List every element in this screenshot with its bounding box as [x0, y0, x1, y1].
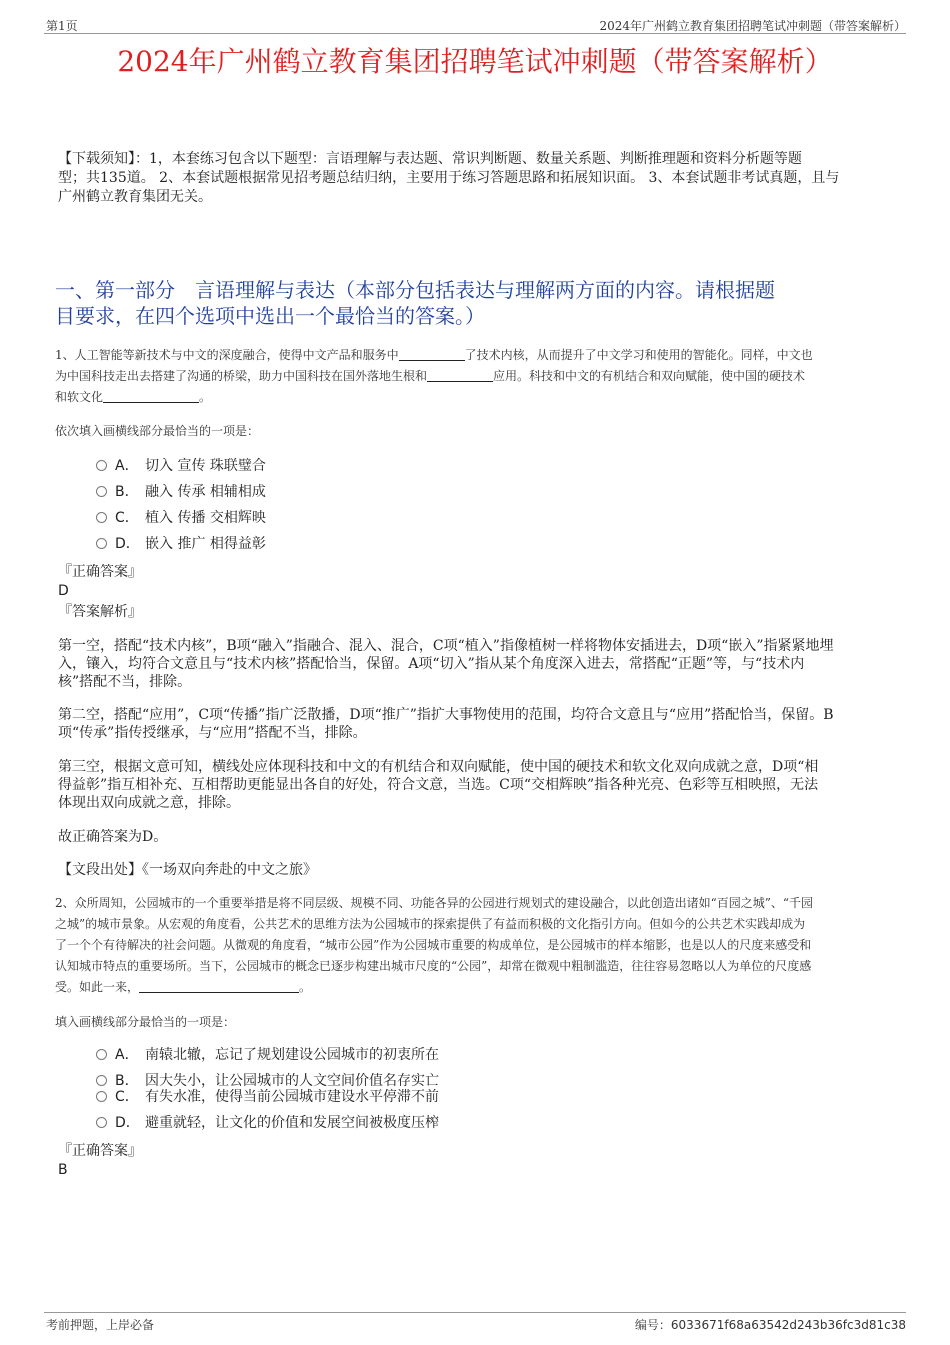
- document-code: 编号：6033671f68a63542d243b36fc3d81c38: [634, 1318, 906, 1332]
- answer-blank: [427, 369, 493, 382]
- correct-answer: B: [58, 1162, 68, 1178]
- option-c[interactable]: C． 植入 传播 交相辉映: [96, 509, 266, 527]
- analysis-conclusion: 故正确答案为D。: [58, 829, 168, 845]
- question-prompt: 依次填入画横线部分最恰当的一项是：: [55, 424, 260, 438]
- radio-icon[interactable]: [96, 538, 107, 549]
- answer-label: 『正确答案』: [58, 564, 142, 580]
- question-text-line: 认知城市特点的重要场所。当下，公园城市的概念已逐步构建出城市尺度的“公园”，却常在微观中粗制滥造，往往容易忽略以人为单位的尺度感: [55, 959, 812, 973]
- notice-line: 广州鹤立教育集团无关。: [58, 189, 212, 205]
- analysis-line: 第一空，搭配“技术内核”，B项“融入”指融合、混入、混合，C项“植入”指像植树一样将物体安插进去，D项“嵌入”指紧紧地埋: [58, 638, 834, 654]
- page-title: 2024年广州鹤立教育集团招聘笔试冲刺题（带答案解析）: [117, 45, 833, 78]
- option-b[interactable]: B． 融入 传承 相辅相成: [96, 483, 266, 501]
- header-doc-title: 2024年广州鹤立教育集团招聘笔试冲刺题（带答案解析）: [599, 19, 906, 33]
- question-text-line: 之城”的城市景象。从宏观的角度看，公共艺术的思维方法为公园城市的探索提供了有益而积极的文化指引方向。但如今的公共艺术实践却成为: [55, 917, 806, 931]
- notice-line: 【下载须知】：1，本套练习包含以下题型：言语理解与表达题、常识判断题、数量关系题、判断推理题和资料分析题等题: [58, 151, 802, 167]
- page-number: 第1页: [46, 19, 78, 33]
- option-d[interactable]: D． 嵌入 推广 相得益彰: [96, 535, 266, 553]
- analysis-line: 体现出双向成就之意，排除。: [58, 795, 240, 811]
- answer-blank: [103, 390, 199, 403]
- question-prompt: 填入画横线部分最恰当的一项是：: [55, 1015, 236, 1029]
- question-text-line: 2、众所周知，公园城市的一个重要举措是将不同层级、规模不同、功能各异的公园进行规划式的建设融合，以此创造出诸如“百园之城”、“千园: [55, 896, 814, 910]
- question-text-line: 受。如此一来， 。: [55, 980, 312, 994]
- analysis-line: 第三空，根据文意可知，横线处应体现科技和中文的有机结合和双向赋能，使中国的硬技术和软文化双向成就之意，D项“相: [58, 759, 819, 775]
- question-text-line: 为中国科技走出去搭建了沟通的桥梁，助力中国科技在国外落地生根和 应用。科技和中文的有机结合和双向赋能，使中国的硬技术: [55, 369, 806, 383]
- answer-label: 『正确答案』: [58, 1143, 142, 1159]
- analysis-line: 核”搭配不当，排除。: [58, 674, 192, 690]
- footer-slogan: 考前押题，上岸必备: [46, 1318, 155, 1332]
- question-text-line: 1、人工智能等新技术与中文的深度融合，使得中文产品和服务中 了技术内核，从而提升了中文学习和使用的智能化。同样，中文也: [55, 348, 813, 362]
- radio-icon[interactable]: [96, 460, 107, 471]
- analysis-label: 『答案解析』: [58, 604, 142, 620]
- radio-icon[interactable]: [96, 486, 107, 497]
- analysis-line: 得益彰”指互相补充、互相帮助更能显出各自的好处，符合文意，当选。C项“交相辉映”指各种光亮、色彩等互相映照，无法: [58, 777, 819, 793]
- option-c[interactable]: C． 有失水准，使得当前公园城市建设水平停滞不前: [96, 1088, 439, 1106]
- question-text-line: 了一个个有待解决的社会问题。从微观的角度看，“城市公园”作为公园城市重要的构成单位，是公园城市的样本缩影，也是以人的尺度来感受和: [55, 938, 812, 952]
- footer-divider: [44, 1312, 906, 1313]
- passage-source: 【文段出处】《一场双向奔赴的中文之旅》: [58, 862, 317, 878]
- analysis-line: 项“传承”指传授继承，与“应用”搭配不当，排除。: [58, 725, 367, 741]
- question-text-line: 和软文化 。: [55, 390, 212, 404]
- option-b[interactable]: B． 因大失小，让公园城市的人文空间价值名存实亡: [96, 1072, 439, 1090]
- correct-answer: D: [58, 583, 69, 599]
- answer-blank: [139, 980, 299, 993]
- answer-blank: [399, 348, 465, 361]
- header-divider: [44, 33, 906, 34]
- analysis-line: 第二空，搭配“应用”，C项“传播”指广泛散播，D项“推广”指扩大事物使用的范围，均符合文意且与“应用”搭配恰当，保留。B: [58, 707, 834, 723]
- option-d[interactable]: D． 避重就轻，让文化的价值和发展空间被极度压榨: [96, 1114, 439, 1132]
- radio-icon[interactable]: [96, 512, 107, 523]
- section-heading-line: 一、第一部分 言语理解与表达（本部分包括表达与理解两方面的内容。请根据题: [55, 278, 775, 302]
- radio-icon[interactable]: [96, 1117, 107, 1128]
- analysis-line: 入，镶入，均符合文意且与“技术内核”搭配恰当，保留。A项“切入”指从某个角度深入进去，常搭配“正题”等，与“技术内: [58, 656, 805, 672]
- radio-icon[interactable]: [96, 1075, 107, 1086]
- notice-line: 型；共135道。 2、本套试题根据常见招考题总结归纳，主要用于练习答题思路和拓展知识面。 3、本套试题非考试真题，且与: [58, 170, 840, 186]
- option-a[interactable]: A． 切入 宣传 珠联璧合: [96, 457, 266, 475]
- radio-icon[interactable]: [96, 1049, 107, 1060]
- radio-icon[interactable]: [96, 1091, 107, 1102]
- option-a[interactable]: A． 南辕北辙，忘记了规划建设公园城市的初衷所在: [96, 1046, 439, 1064]
- section-heading-line: 目要求，在四个选项中选出一个最恰当的答案。）: [55, 304, 485, 328]
